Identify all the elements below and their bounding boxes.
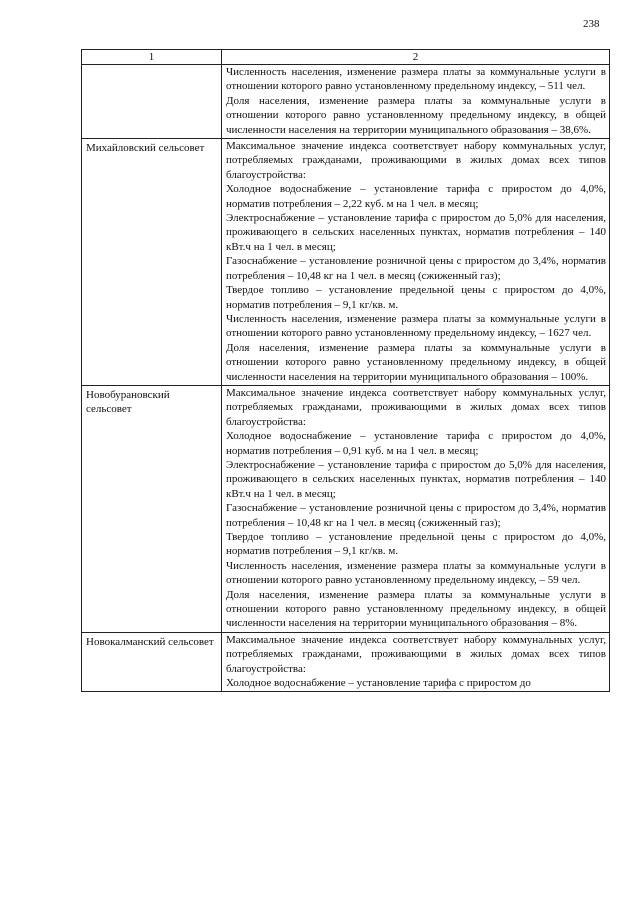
paragraph: Холодное водоснабжение – установление тарифа с приростом до 4,0%, норматив потребления – 2,22 куб. м на 1 чел. в месяц; [226,183,606,210]
municipality-name: Новокалманский сельсовет [82,632,222,692]
index-description [222,65,610,139]
paragraph: Холодное водоснабжение – установление тарифа с приростом до [226,677,531,690]
index-description [222,139,610,386]
paragraph: Электроснабжение – установление тарифа с приростом до 5,0% для населения, проживающего в сельских населенных пунктах, норматив потребления – 140 кВт.ч на 1 чел. в месяц; [226,212,606,253]
column-header-2: 2 [222,50,610,65]
paragraph: Максимальное значение индекса соответствует набору коммунальных услуг, потребляемых гражданами, проживающими в жилых домах всех типов благоустройства: [226,386,606,428]
paragraph: Максимальное значение индекса соответствует набору коммунальных услуг, потребляемых гражданами, проживающими в жилых домах всех типов благоустройства: [226,140,606,181]
paragraph: Холодное водоснабжение – установление тарифа с приростом до 4,0%, норматив потребления – 0,91 куб. м на 1 чел. в месяц; [226,430,606,457]
paragraph: Газоснабжение – установление розничной цены с приростом до 3,4%, норматив потребления – 10,48 кг на 1 чел. в месяц (сжиженный газ); [226,502,606,529]
municipal-index-table [81,49,610,692]
table-row [82,139,610,386]
table-row [82,65,610,139]
paragraph: Газоснабжение – установление розничной цены с приростом до 3,4%, норматив потребления – 10,48 кг на 1 чел. в месяц (сжиженный газ); [226,255,606,282]
paragraph: Численность населения, изменение размера платы за коммунальные услуги в отношении которого равно установленному предельному индексу, – 511 чел. [226,66,606,93]
table-row [82,632,610,692]
paragraph: Твердое топливо – установление предельной цены с приростом до 4,0%, норматив потребления – 9,1 кг/кв. м. [226,531,606,558]
index-description [222,385,610,632]
column-header-1: 1 [82,50,222,65]
paragraph: Доля населения, изменение размера платы за коммунальные услуги в отношении которого равно установленному предельному индексу, в общей численности населения на территории муниципального образования – 100%. [226,341,606,383]
table-row [82,385,610,632]
paragraph: Максимальное значение индекса соответствует набору коммунальных услуг, потребляемых гражданами, проживающими в жилых домах всех типов благоустройства: [226,633,606,675]
municipality-name: Новобурановский сельсовет [82,385,222,632]
table-header-row [82,50,610,65]
municipality-name: Михайловский сельсовет [82,139,222,386]
paragraph: Доля населения, изменение размера платы за коммунальные услуги в отношении которого равно установленному предельному индексу, в общей численности населения на территории муниципального образования – 8%. [226,588,606,630]
paragraph: Численность населения, изменение размера платы за коммунальные услуги в отношении которого равно установленному предельному индексу, – 1627 чел. [226,312,606,340]
paragraph: Доля населения, изменение размера платы за коммунальные услуги в отношении которого равно установленному предельному индексу, в общей численности населения на территории муниципального образования – 38,6%. [226,94,606,136]
municipality-name [82,65,222,139]
paragraph: Твердое топливо – установление предельной цены с приростом до 4,0%, норматив потребления – 9,1 кг/кв. м. [226,284,606,311]
paragraph: Численность населения, изменение размера платы за коммунальные услуги в отношении которого равно установленному предельному индексу, – 59 чел. [226,559,606,587]
paragraph: Электроснабжение – установление тарифа с приростом до 5,0% для населения, проживающего в сельских населенных пунктах, норматив потребления – 140 кВт.ч на 1 чел. в месяц; [226,458,606,500]
index-description [222,632,610,692]
page-number: 238 [583,18,600,30]
